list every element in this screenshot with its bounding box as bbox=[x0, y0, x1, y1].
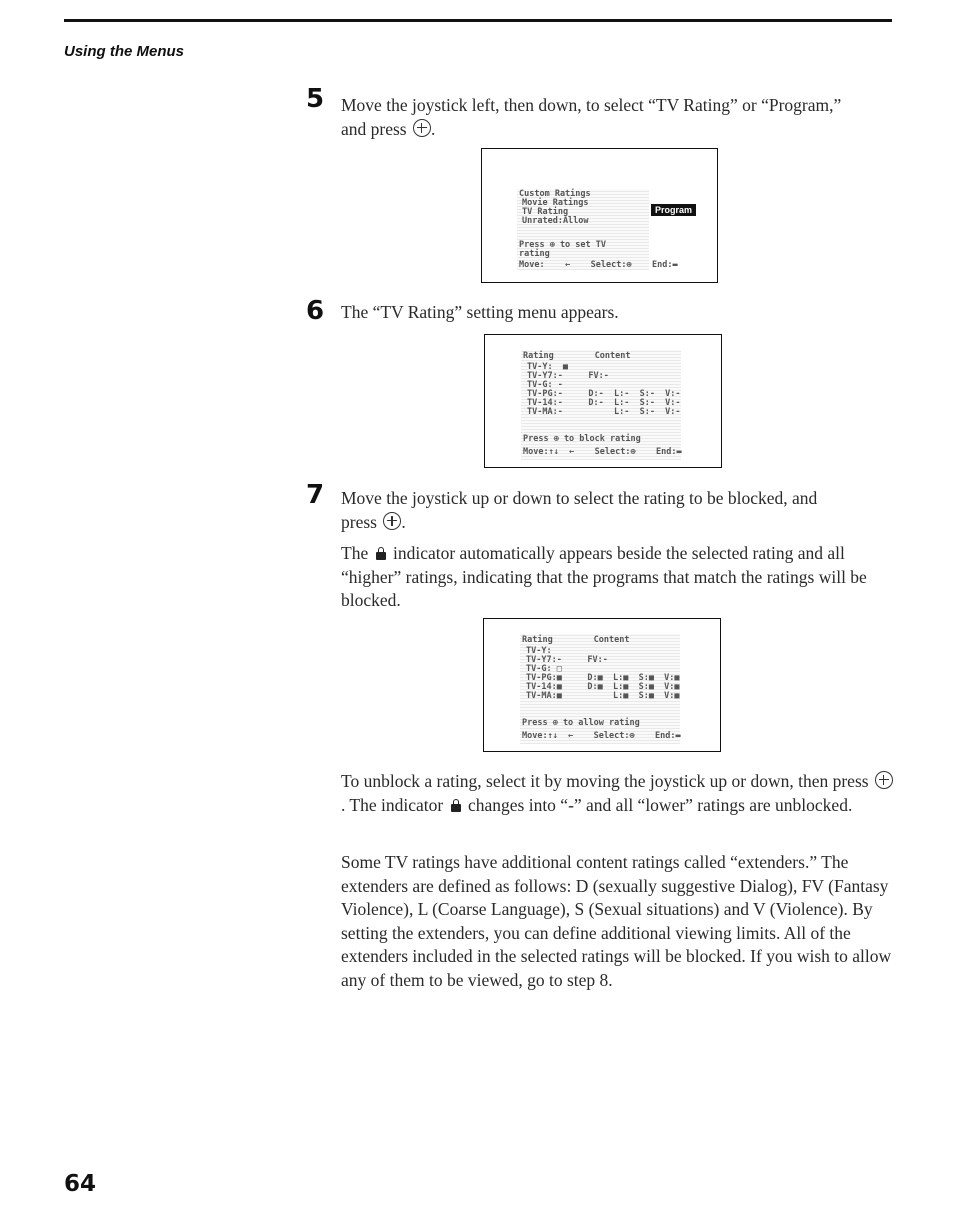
osd-footer: Move:↑↓ ← Select:⊕ End:▬ bbox=[522, 731, 681, 741]
step-5-line2 bbox=[341, 118, 893, 142]
osd-line: TV-PG:- D:- L:- S:- V:- bbox=[527, 389, 681, 399]
step-7-note-start: The bbox=[341, 543, 369, 563]
osd-line: Press ⊕ to block rating bbox=[523, 434, 641, 444]
step-5-number: 5 bbox=[306, 84, 325, 114]
osd-line: TV-MA:- L:- S:- V:- bbox=[527, 407, 681, 417]
osd-line: TV-14:- D:- L:- S:- V:- bbox=[527, 398, 681, 408]
osd-line: TV-MA:■ L:■ S:■ V:■ bbox=[526, 691, 680, 701]
osd-line: Movie Ratings bbox=[522, 198, 589, 208]
tv-screen-parental-menu bbox=[481, 148, 718, 283]
osd-line: Press ⊕ to allow rating bbox=[522, 718, 640, 728]
step-7-period: . bbox=[401, 511, 406, 532]
osd-line: TV-Y7:- FV:- bbox=[526, 655, 608, 665]
step-5-text bbox=[341, 94, 893, 141]
osd-line: TV-G: □ bbox=[526, 664, 562, 674]
unblock-text-2: . The indicator bbox=[341, 794, 444, 815]
lock-icon bbox=[451, 804, 461, 812]
step-7-number: 7 bbox=[306, 480, 325, 510]
osd-line: Rating Content bbox=[522, 635, 630, 645]
osd-line: Custom Ratings bbox=[519, 189, 591, 199]
osd-rating-menu bbox=[521, 350, 681, 460]
osd-line: TV-Y: bbox=[526, 646, 552, 656]
step-7-note bbox=[341, 542, 893, 613]
step-7-press-label: press bbox=[341, 511, 377, 532]
step-7-note-rest: indicator automatically appears beside the selected rating and all “higher” ratings, indicating that the programs that match the ratings will be blocked. bbox=[341, 543, 867, 610]
section-title: Using the Menus bbox=[64, 43, 185, 60]
osd-line: Unrated:Allow bbox=[522, 216, 589, 226]
step-7-line2 bbox=[341, 511, 893, 535]
osd-footer: Move: ← Select:⊕ End:▬ bbox=[519, 260, 678, 270]
extenders-paragraph: Some TV ratings have additional content ratings called “extenders.” The extenders are defined as follows: D (sexually suggestive Dialog), FV (Fantasy Violence), L (Coarse Language), S (Sexual situations) and V (Violence). By setting the extenders, you can define additional viewing limits. All of the extenders included in the selected ratings will be blocked. If you wish to allow any of them to be viewed, go to step 8. bbox=[341, 852, 892, 990]
osd-line: TV-Y: ■ bbox=[527, 362, 568, 372]
osd-blocked-ratings bbox=[520, 634, 680, 744]
joystick-icon bbox=[413, 119, 431, 137]
header-rule bbox=[64, 19, 892, 22]
osd-line: TV-14:■ D:■ L:■ S:■ V:■ bbox=[526, 682, 680, 692]
osd-line: rating bbox=[519, 249, 550, 259]
osd-line: TV-PG:■ D:■ L:■ S:■ V:■ bbox=[526, 673, 680, 683]
osd-line: Rating Content bbox=[523, 351, 631, 361]
osd-line: TV Rating bbox=[522, 207, 569, 217]
step-6-number: 6 bbox=[306, 296, 325, 326]
page-number: 64 bbox=[64, 1171, 97, 1197]
joystick-icon bbox=[383, 512, 401, 530]
step-5-press-label: and press bbox=[341, 118, 407, 139]
step-5-period: . bbox=[430, 118, 436, 139]
osd-footer: Move:↑↓ ← Select:⊕ End:▬ bbox=[523, 447, 682, 457]
step-7-line1: Move the joystick up or down to select the rating to be blocked, and bbox=[341, 488, 818, 508]
program-highlight: Program bbox=[651, 204, 696, 216]
step-5-line1: Move the joystick left, then down, to select “TV Rating” or “Program,” bbox=[341, 95, 842, 115]
unblock-text-3: changes into “-” and all “lower” ratings are unblocked. bbox=[467, 794, 853, 815]
step-7-text bbox=[341, 487, 893, 613]
tv-screen-rating-menu bbox=[484, 334, 722, 468]
unblock-text-1: To unblock a rating, select it by moving the joystick up or down, then press bbox=[341, 771, 869, 791]
unblock-paragraph bbox=[341, 770, 893, 817]
lock-icon bbox=[376, 552, 386, 560]
step-6-text: The “TV Rating” setting menu appears. bbox=[341, 302, 619, 322]
joystick-icon bbox=[875, 771, 893, 789]
osd-line: Press ⊕ to set TV bbox=[519, 240, 606, 250]
tv-screen-blocked-ratings bbox=[483, 618, 721, 752]
osd-line: TV-G: - bbox=[527, 380, 563, 390]
osd-line: TV-Y7:- FV:- bbox=[527, 371, 609, 381]
